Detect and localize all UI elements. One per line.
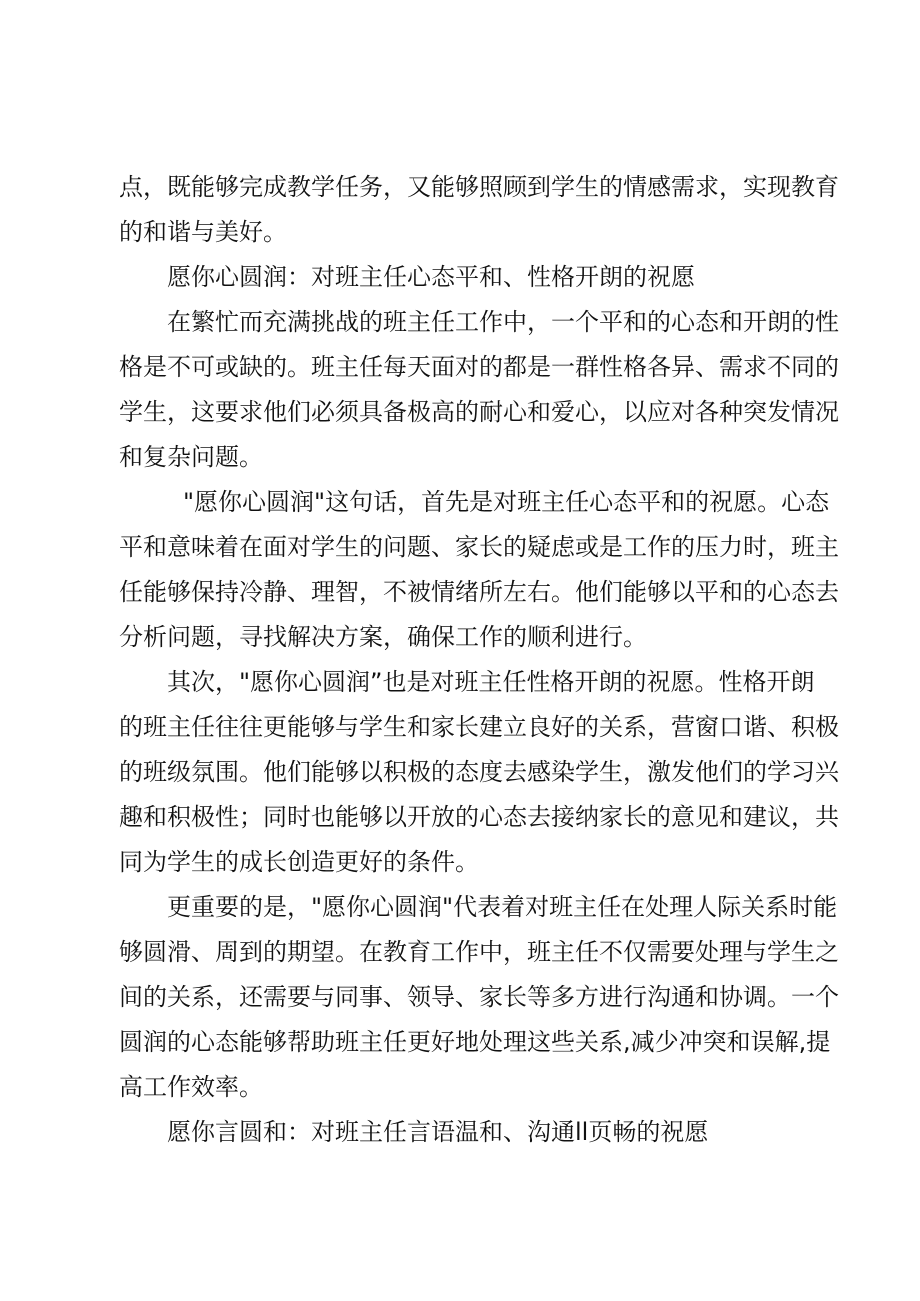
text-line: 高工作效率。 (119, 1073, 263, 1101)
text-line: 圆润的心态能够帮助班主任更好地处理这些关系,减少冲突和误解,提 (119, 1028, 831, 1056)
text-line: 同为学生的成长创造更好的条件。 (119, 848, 479, 876)
text-line: 的班主任往往更能够与学生和家长建立良好的关系，营窗口谐、积极 (119, 713, 839, 741)
text-line: 其次，"愿你心圆润”也是对班主任性格开朗的祝愿。性格开朗 (167, 668, 815, 696)
text-line: 够圆滑、周到的期望。在教育工作中，班主任不仅需要处理与学生之 (119, 938, 839, 966)
text-line: 和复杂问题。 (119, 443, 263, 471)
text-line: 平和意味着在面对学生的问题、家长的疑虑或是工作的压力时，班主 (119, 533, 839, 561)
text-line: 格是不可或缺的。班主任每天面对的都是一群性格各异、需求不同的 (119, 353, 839, 381)
text-line: "愿你心圆润"这句话，首先是对班主任心态平和的祝愿。心态 (183, 488, 830, 516)
text-line: 学生，这要求他们必须具备极高的耐心和爱心，以应对各种突发情况 (119, 398, 839, 426)
text-line: 在繁忙而充满挑战的班主任工作中，一个平和的心态和开朗的性 (167, 308, 839, 336)
text-line: 点，既能够完成教学任务，又能够照顾到学生的情感需求，实现教育 (119, 173, 839, 201)
text-line: 任能够保持冷静、理智，不被情绪所左右。他们能够以平和的心态去 (119, 578, 839, 606)
section-heading: 愿你言圆和：对班主任言语温和、沟通ll页畅的祝愿 (167, 1118, 709, 1146)
text-line: 趣和积极性；同时也能够以开放的心态去接纳家长的意见和建议，共 (119, 803, 839, 831)
text-line: 的班级氛围。他们能够以积极的态度去感染学生，激发他们的学习兴 (119, 758, 839, 786)
text-line: 间的关系，还需要与同事、领导、家长等多方进行沟通和协调。一个 (119, 983, 839, 1011)
text-line: 更重要的是，"愿你心圆润"代表着对班主任在处理人际关系时能 (167, 893, 838, 921)
text-line: 的和谐与美好。 (119, 218, 287, 246)
text-line: 分析问题，寻找解决方案，确保工作的顺利进行。 (119, 623, 647, 651)
section-heading: 愿你心圆润：对班主任心态平和、性格开朗的祝愿 (167, 263, 695, 291)
